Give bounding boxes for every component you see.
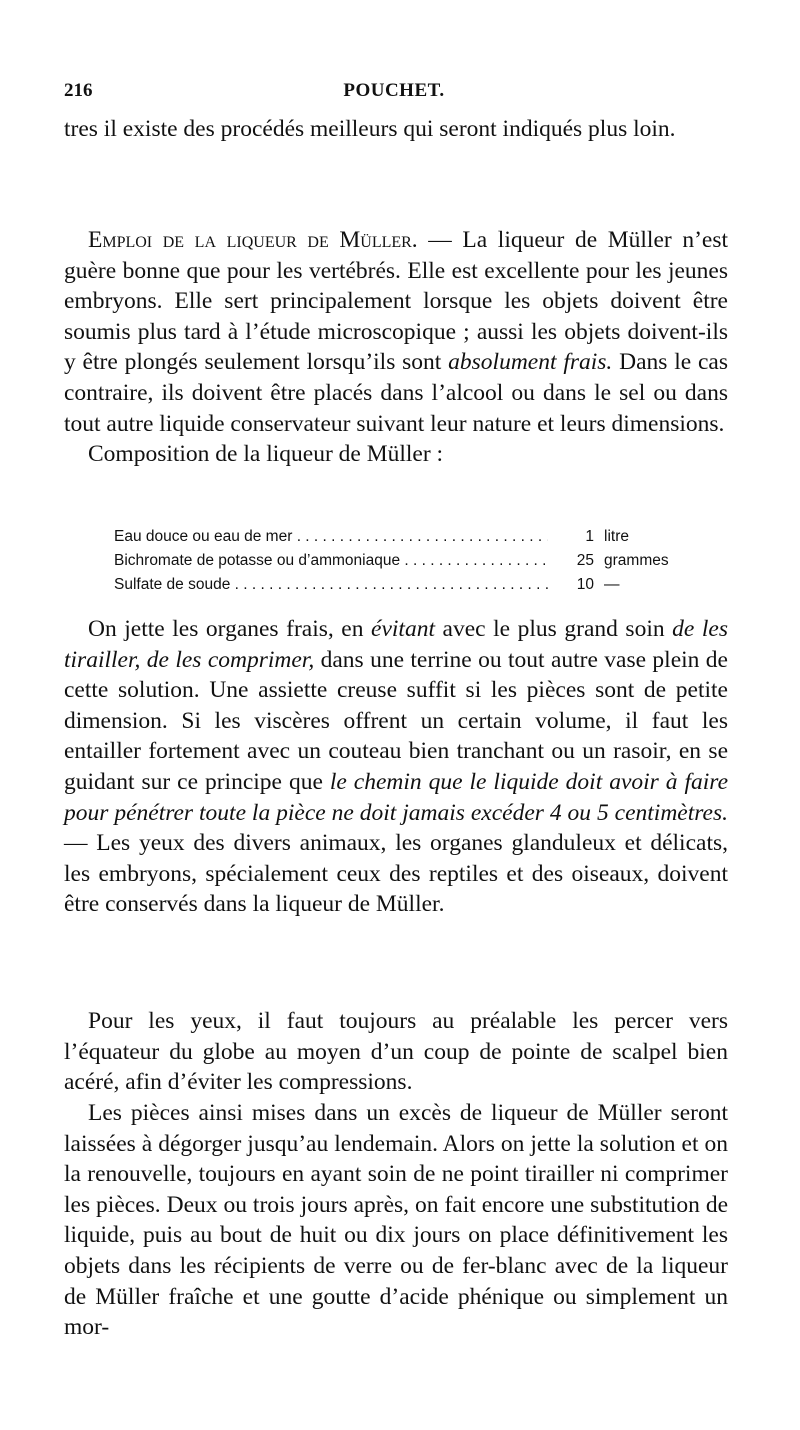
recipe-row: [114, 528, 692, 552]
paragraph-text: — La liqueur de Müller n’est guère bonne que pour les vertébrés. Elle est excellente pour les jeunes embryons. Elle sert principalement lorsque les objets doivent être soumis plus tard à l’étude microscopique ; aussi les objets doivent-ils y être plongés seulement lorsqu’ils sont: [64, 227, 728, 376]
paragraph-eyes: [64, 1006, 728, 1098]
emphasis-text: absolument frais.: [448, 349, 613, 376]
section-heading: Emploi de la liqueur de Müller.: [88, 227, 418, 253]
ingredient-name: Sulfate de soude . . .: [114, 576, 548, 594]
paragraph-text: — Les yeux des divers animaux, les organes glanduleux et délicats, les embryons, spécialement ceux des reptiles et des oiseaux, doivent être conservés dans la liqueur de Müller.: [64, 830, 728, 918]
recipe-row: [114, 552, 692, 576]
paragraph-text: On jette les organes frais, en: [88, 616, 372, 642]
paragraph-text: avec le plus grand soin: [435, 616, 673, 642]
paragraph-text: Les pièces ainsi mises dans un excès de liqueur de Müller seront laissées à dégorger jusqu’au lendemain. Alors on jette la solution et on la renouvelle, toujours en ayant soin de ne point tirailler ni comprimer les pièces. Deux ou trois jours après, on fait encore une substitution de liquide, puis au bout de huit ou dix jours on place définitivement les objets dans les récipients de verre ou de fer-blanc avec de la liqueur de Müller fraîche et une goutte d’acide phénique ou simplement un mor-: [64, 1100, 728, 1341]
emphasis-text: de les tirailler, de les comprimer,: [64, 616, 728, 673]
recipe-row: [114, 576, 692, 600]
paragraph-text: Dans le cas contraire, ils doivent être placés dans l’alcool ou dans le sel ou dans tout autre liquide conservateur suivant leur nature et leurs dimensions.: [64, 349, 728, 437]
paragraph-text: dans une terrine ou tout autre vase plein de cette solution. Une assiette creuse suffit si les pièces sont de petite dimension. Si les viscères offrent un certain volume, il faut les entailler fortement avec un couteau bien tranchant ou un rasoir, en se guidant sur ce principe que: [64, 646, 728, 795]
ingredient-quantity: 10: [576, 576, 594, 593]
running-title: POUCHET.: [343, 80, 445, 101]
composition-intro: Composition de la liqueur de Müller :: [88, 441, 444, 468]
paragraph-text: Pour les yeux, il faut toujours au préalable les percer vers l’équateur du globe au moyen d’un coup de pointe de scalpel bien acéré, afin d’éviter les compressions.: [64, 1008, 728, 1096]
emphasis-text: évitant: [371, 616, 435, 642]
emphasis-text: le chemin que le liquide doit avoir à faire pour pénétrer toute la pièce ne doit jamais excéder 4 ou 5 centimètres.: [64, 768, 728, 826]
ingredient-name: Bichromate de potasse ou d’ammoniaque . . .: [114, 552, 548, 570]
paragraph-soaking: [64, 1098, 728, 1343]
recipe-table: [114, 528, 692, 600]
ingredient-unit: —: [604, 576, 620, 593]
paragraph-text: tres il existe des procédés meilleurs qui seront indiqués plus loin.: [64, 116, 676, 142]
paragraph-muller-usage: [64, 225, 728, 470]
paragraph-procedure: [64, 614, 728, 920]
page-number: 216: [64, 80, 93, 101]
page-header: [64, 80, 724, 110]
ingredient-quantity: 1: [585, 528, 594, 545]
ingredient-name: Eau douce ou eau de mer . . .: [114, 528, 548, 546]
ingredient-quantity: 25: [576, 552, 594, 569]
paragraph-continuation: [64, 114, 728, 145]
ingredient-unit: litre: [604, 528, 629, 545]
ingredient-unit: grammes: [604, 552, 669, 569]
